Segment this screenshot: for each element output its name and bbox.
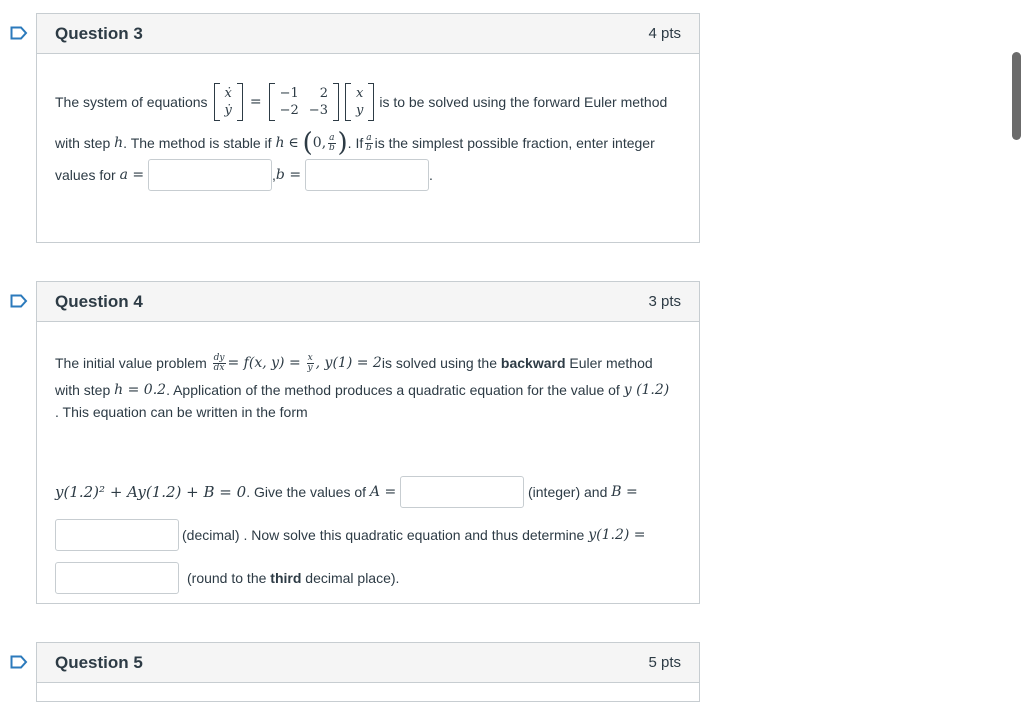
- answer-B-input[interactable]: [55, 519, 179, 551]
- question-text-line: (decimal) . Now solve this quadratic equation and thus determine y(1.2) =: [55, 518, 646, 552]
- question-title: Question 4: [55, 291, 143, 311]
- question-header: [37, 282, 699, 322]
- question-text-line: (round to the third decimal place).: [55, 561, 399, 595]
- question-text-line: with step h . The method is stable if h ∈ ( 0, $\frac{a}{b}$ ) . If $\frac{a}{b}$ is the simplest possible fraction, enter integer: [55, 128, 655, 158]
- question-card: [36, 13, 700, 243]
- answer-b-input[interactable]: [305, 159, 429, 191]
- scrollbar-thumb[interactable]: [1012, 52, 1021, 140]
- question-text-line: . This equation can be written in the form: [55, 404, 308, 420]
- question-points: 5 pts: [648, 654, 681, 671]
- coefficient-matrix: −1 2 −2 −3: [269, 83, 339, 121]
- fraction-x-over-y: $\frac{x}{y}$: [307, 352, 313, 373]
- question-text-line: with step h = 0.2 . Application of the method produces a quadratic equation for the value of y (1.2): [55, 382, 670, 398]
- page-scrollbar[interactable]: [1010, 0, 1024, 681]
- text: The system of equations: [55, 94, 208, 110]
- question-points: 4 pts: [648, 25, 681, 42]
- answer-A-input[interactable]: [400, 476, 524, 508]
- fraction-a-over-b: $\frac{a}{b}$: [328, 132, 335, 153]
- flag-question-icon[interactable]: [10, 655, 28, 669]
- question-header: [37, 14, 699, 54]
- fraction-dy-dx: $\frac{dy}{dx}$: [213, 352, 225, 373]
- question-text-line: values for a = , b = .: [55, 158, 433, 192]
- question-text-line: The initial value problem $\frac{dy}{dx}$ = f(x, y) = $\frac{x}{y}$ , y(1) = 2 is solved using the backward Euler method: [55, 352, 653, 373]
- answer-y12-input[interactable]: [55, 562, 179, 594]
- lhs-vector: ẋ ẏ: [214, 83, 243, 121]
- question-body: [37, 322, 699, 603]
- text: is to be solved using the forward Euler method: [379, 94, 668, 110]
- question-header: [37, 643, 699, 683]
- flag-question-icon[interactable]: [10, 294, 28, 308]
- rhs-vector: x y: [345, 83, 374, 121]
- question-title: Question 5: [55, 652, 143, 672]
- question-card: [36, 281, 700, 604]
- question-points: 3 pts: [648, 293, 681, 310]
- answer-a-input[interactable]: [148, 159, 272, 191]
- question-body: [37, 54, 699, 242]
- fraction-a-over-b: $\frac{a}{b}$: [366, 132, 372, 153]
- question-text-line: The system of equations ẋ ẏ = −1 2 −2 −3 x y is to be solved using the forward Euler method: [55, 80, 667, 124]
- question-text-line: y(1.2)² + Ay(1.2) + B = 0 . Give the values of A = (integer) and B =: [55, 474, 638, 510]
- question-card: [36, 642, 700, 702]
- flag-question-icon[interactable]: [10, 26, 28, 40]
- question-title: Question 3: [55, 23, 143, 43]
